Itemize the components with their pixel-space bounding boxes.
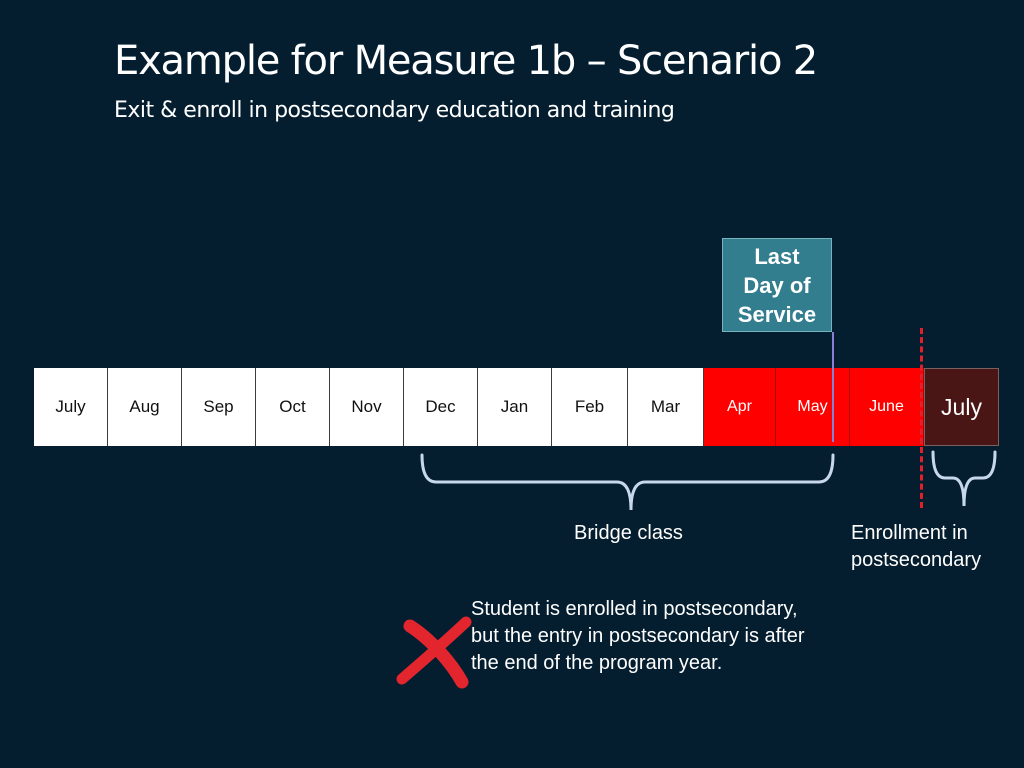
month-cell-nov: Nov	[330, 368, 404, 446]
callout-line-1: Last	[754, 243, 800, 269]
enrollment-label-line-2: postsecondary	[851, 549, 982, 571]
month-cell-oct: Oct	[256, 368, 330, 446]
callout-line-2: Day of	[743, 272, 811, 298]
slide-subtitle: Exit & enroll in postsecondary education and training	[114, 98, 675, 123]
month-cell-aug: Aug	[108, 368, 182, 446]
month-cell-mar: Mar	[628, 368, 704, 446]
bridge-class-brace	[422, 455, 833, 510]
enrollment-label	[851, 520, 981, 574]
enrollment-label-line-1: Enrollment in	[851, 522, 968, 544]
explanation-note: Student is enrolled in postsecondary, but the entry in postsecondary is after the end of the program year.	[471, 598, 805, 674]
month-cell-jan: Jan	[478, 368, 552, 446]
month-cell-july-next-year: July	[924, 368, 999, 446]
red-x-icon	[402, 622, 466, 682]
month-cell-may: May	[776, 368, 850, 446]
month-cell-feb: Feb	[552, 368, 628, 446]
month-cell-july: July	[34, 368, 108, 446]
month-cell-apr: Apr	[704, 368, 776, 446]
slide-title: Example for Measure 1b – Scenario 2	[114, 38, 818, 84]
callout-line-3: Service	[737, 301, 817, 327]
month-cell-june: June	[850, 368, 924, 446]
month-cell-sep: Sep	[182, 368, 256, 446]
month-cell-dec: Dec	[404, 368, 478, 446]
enrollment-brace	[933, 452, 995, 506]
bridge-class-label: Bridge class	[574, 522, 683, 544]
